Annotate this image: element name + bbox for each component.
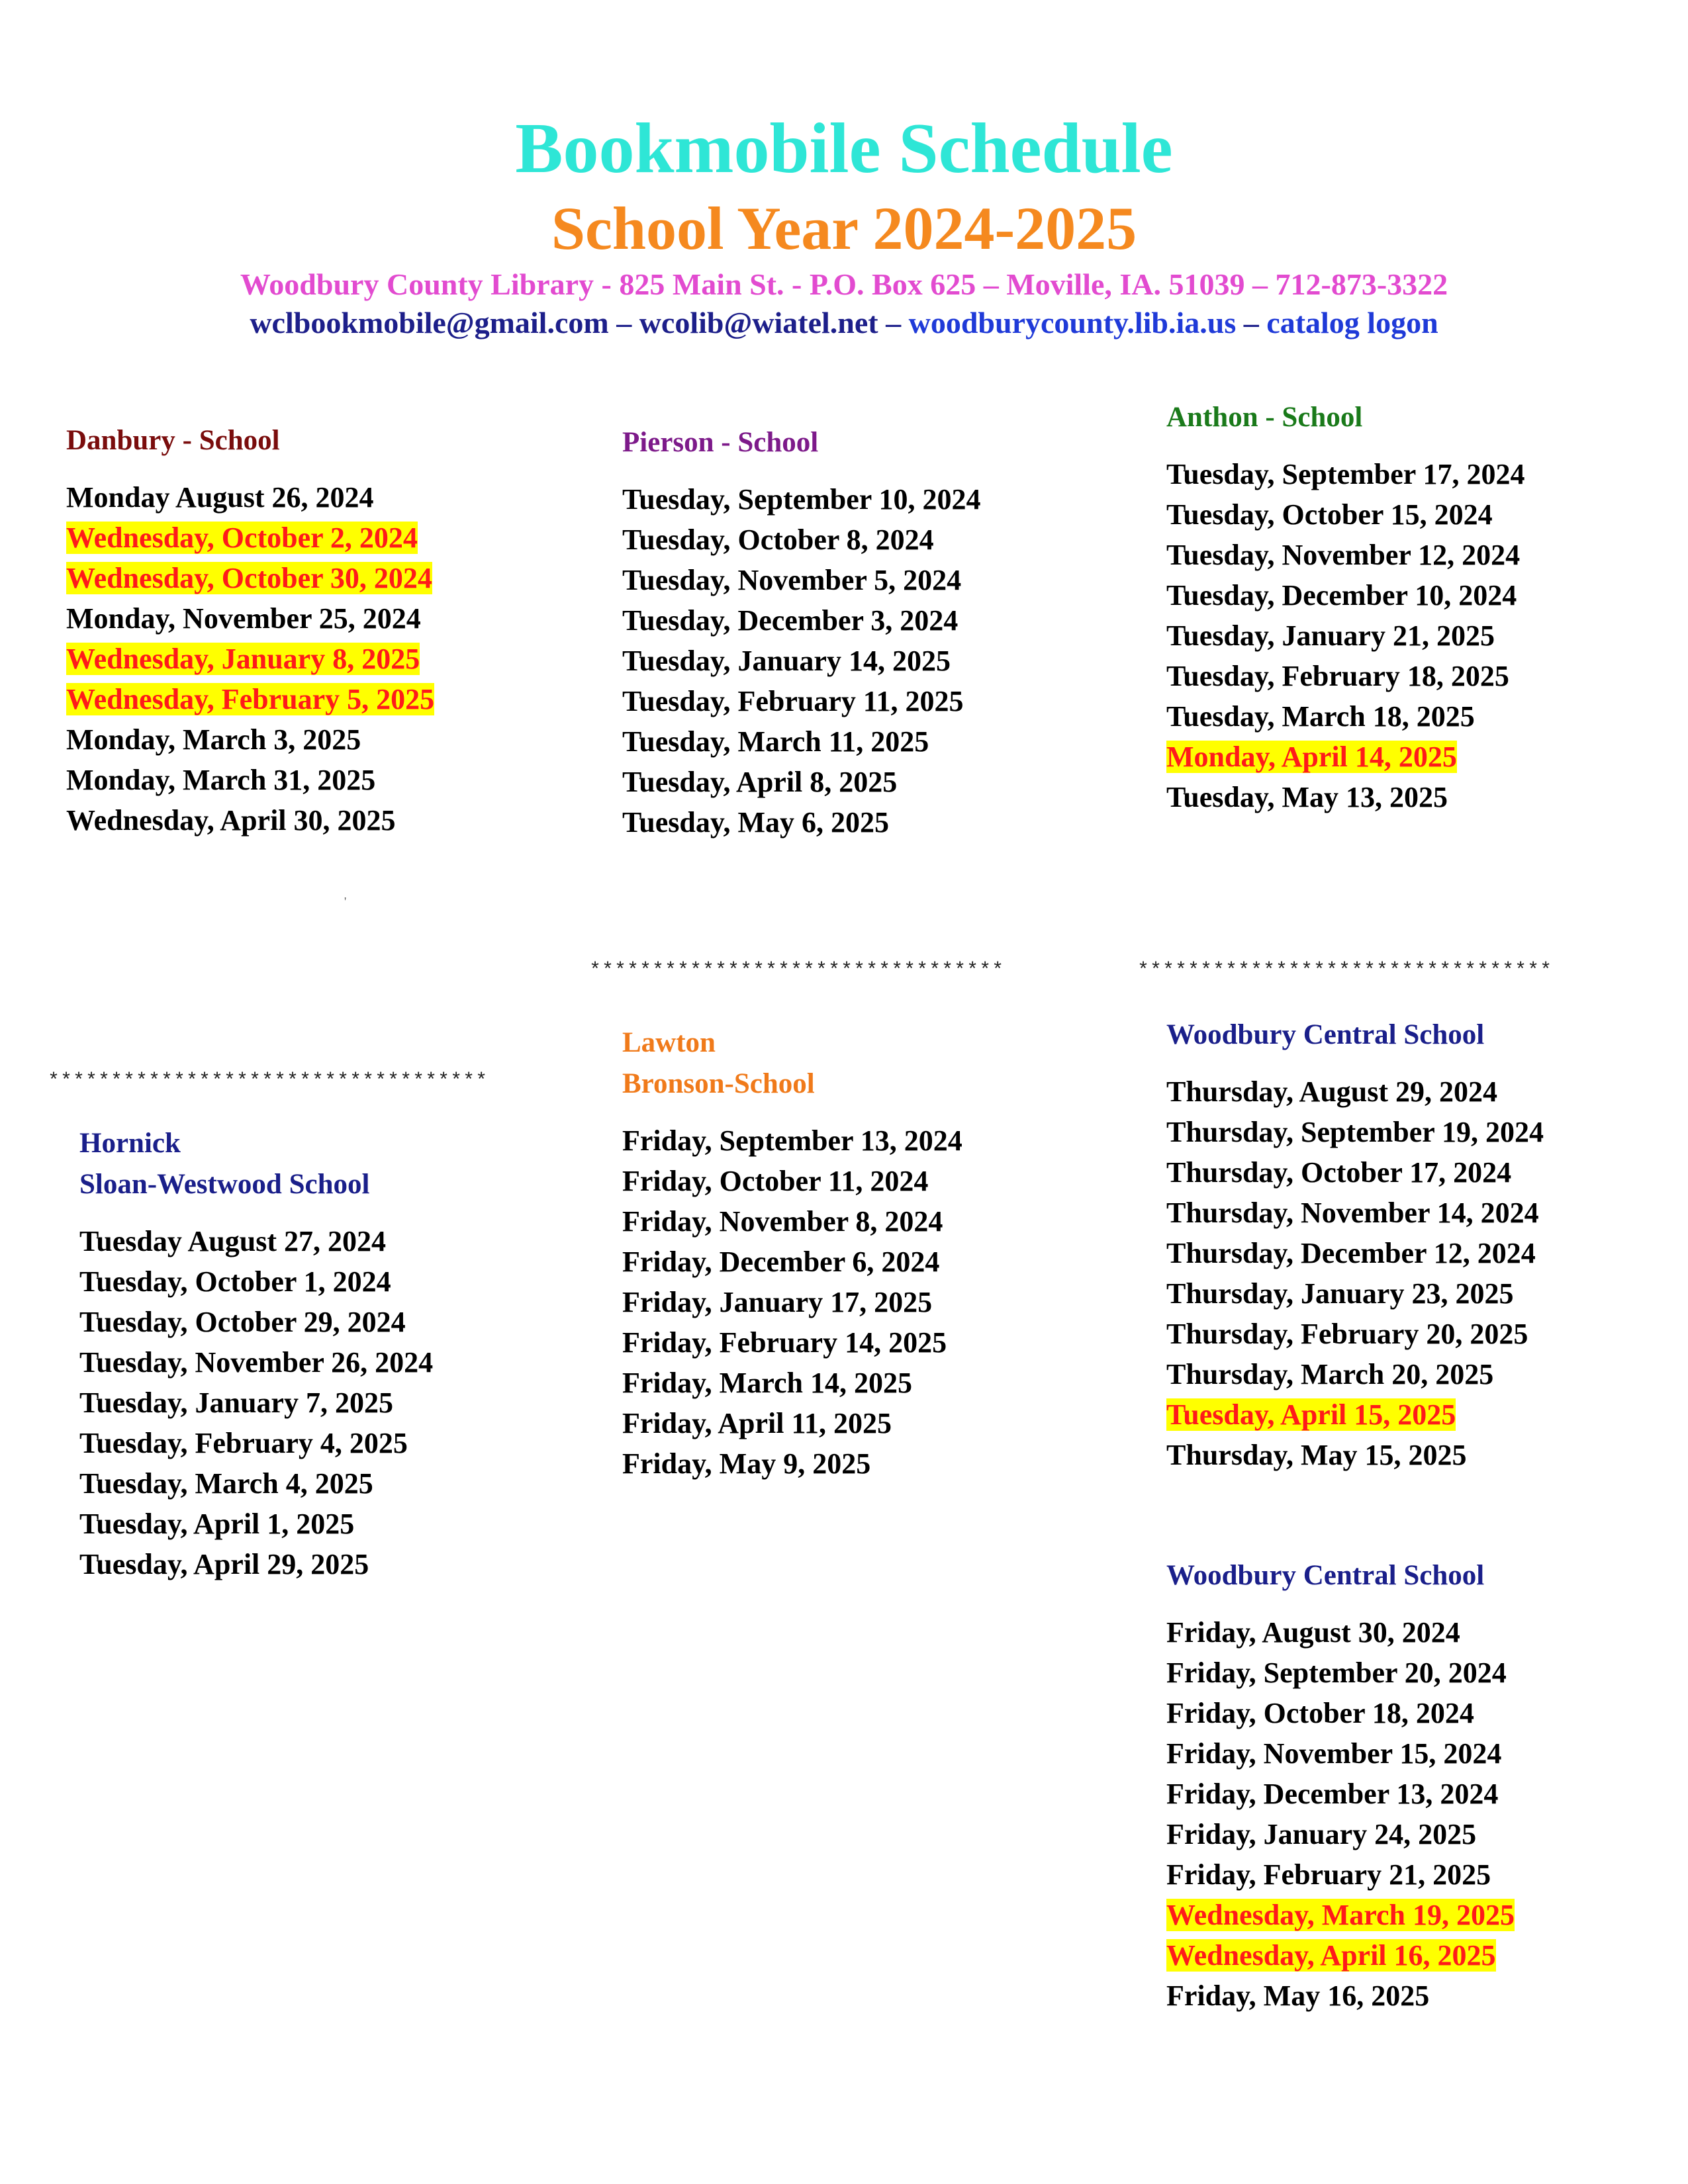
date-list [66, 477, 569, 841]
date-item [1166, 1354, 1669, 1394]
date-text: Wednesday, April 16, 2025 [1166, 1939, 1496, 1972]
school-block-hornick [79, 1123, 583, 1584]
date-item [79, 1463, 583, 1504]
date-item [79, 1383, 583, 1423]
date-text: Friday, September 13, 2024 [622, 1124, 962, 1157]
page-title: Bookmobile Schedule [515, 109, 1173, 188]
date-item [1166, 1152, 1669, 1193]
date-text: Tuesday, March 18, 2025 [1166, 700, 1475, 733]
date-item [622, 560, 1125, 600]
date-item [1166, 1314, 1669, 1354]
date-text: Tuesday, April 15, 2025 [1166, 1398, 1456, 1431]
date-list [1166, 1612, 1669, 2016]
date-item-highlighted [1166, 1935, 1669, 1976]
date-item [66, 719, 569, 760]
school-heading: Hornick [79, 1128, 181, 1159]
date-item [79, 1261, 583, 1302]
date-item [1166, 1071, 1669, 1112]
date-item [622, 762, 1125, 802]
date-text: Friday, May 16, 2025 [1166, 1979, 1430, 2012]
date-item [1166, 535, 1669, 575]
date-text: Thursday, October 17, 2024 [1166, 1156, 1512, 1189]
date-item [79, 1342, 583, 1383]
date-item-highlighted [1166, 737, 1669, 777]
date-item [66, 598, 569, 639]
separator: – [608, 306, 639, 340]
date-item [1166, 1693, 1669, 1733]
page-subtitle: School Year 2024-2025 [551, 195, 1137, 262]
date-item [622, 802, 1125, 842]
school-block-woodbury-friday [1166, 1555, 1669, 2016]
date-text: Friday, September 20, 2024 [1166, 1657, 1507, 1689]
date-text: Thursday, May 15, 2025 [1166, 1439, 1467, 1471]
date-item [1166, 1112, 1669, 1152]
date-text: Friday, August 30, 2024 [1166, 1616, 1460, 1649]
date-item [79, 1504, 583, 1544]
date-text: Tuesday, November 26, 2024 [79, 1346, 434, 1379]
date-text: Thursday, December 12, 2024 [1166, 1237, 1536, 1269]
date-item-highlighted [1166, 1394, 1669, 1435]
date-item [622, 600, 1125, 641]
library-address: Woodbury County Library - 825 Main St. - P.O. Box 625 – Moville, IA. 51039 – 712-873-3322 [240, 267, 1448, 301]
date-text: Friday, May 9, 2025 [622, 1447, 871, 1480]
date-list [622, 1120, 1125, 1484]
date-item [1166, 1733, 1669, 1774]
date-text: Friday, February 21, 2025 [1166, 1858, 1491, 1891]
date-item [622, 1161, 1125, 1201]
website-link[interactable]: woodburycounty.lib.ia.us [908, 306, 1237, 340]
date-text: Tuesday, January 21, 2025 [1166, 619, 1495, 652]
date-item [1166, 696, 1669, 737]
date-text: Wednesday, January 8, 2025 [66, 643, 420, 675]
date-item [622, 1242, 1125, 1282]
date-item [79, 1302, 583, 1342]
date-text: Tuesday, February 18, 2025 [1166, 660, 1509, 692]
date-list [622, 479, 1125, 842]
date-list [79, 1221, 583, 1584]
date-item [1166, 615, 1669, 656]
date-item [1166, 777, 1669, 817]
date-text: Wednesday, April 30, 2025 [66, 804, 396, 837]
date-item [1166, 1854, 1669, 1895]
date-text: Wednesday, October 2, 2024 [66, 522, 418, 554]
date-item [79, 1221, 583, 1261]
date-text: Tuesday, October 8, 2024 [622, 523, 934, 556]
date-text: Tuesday, May 13, 2025 [1166, 781, 1448, 813]
date-text: Tuesday, September 10, 2024 [622, 483, 981, 516]
date-text: Tuesday, May 6, 2025 [622, 806, 890, 839]
date-text: Thursday, November 14, 2024 [1166, 1197, 1539, 1229]
date-text: Monday, April 14, 2025 [1166, 741, 1457, 773]
date-text: Thursday, August 29, 2024 [1166, 1075, 1498, 1108]
date-item [622, 681, 1125, 721]
school-block-pierson [622, 422, 1125, 842]
date-text: Monday August 26, 2024 [66, 481, 374, 514]
date-text: Friday, January 17, 2025 [622, 1286, 933, 1318]
date-text: Monday, November 25, 2024 [66, 602, 421, 635]
date-text: Friday, March 14, 2025 [622, 1367, 912, 1399]
separator: – [1236, 306, 1267, 340]
date-item [1166, 1193, 1669, 1233]
date-text: Monday, March 31, 2025 [66, 764, 376, 796]
date-text: Thursday, February 20, 2025 [1166, 1318, 1528, 1350]
date-item [622, 520, 1125, 560]
email-link[interactable]: wclbookmobile@gmail.com [250, 306, 609, 340]
school-block-anthon [1166, 397, 1669, 817]
date-text: Tuesday, March 11, 2025 [622, 725, 929, 758]
date-text: Friday, December 6, 2024 [622, 1246, 940, 1278]
date-list [1166, 1071, 1669, 1475]
date-text: Monday, March 3, 2025 [66, 723, 361, 756]
school-heading: Bronson-School [622, 1068, 815, 1099]
date-item [1166, 494, 1669, 535]
school-block-danbury [66, 420, 569, 841]
date-text: Friday, November 8, 2024 [622, 1205, 943, 1238]
date-text: Tuesday, April 8, 2025 [622, 766, 898, 798]
date-item [1166, 454, 1669, 494]
date-item [1166, 1612, 1669, 1653]
date-text: Thursday, March 20, 2025 [1166, 1358, 1494, 1390]
date-text: Wednesday, March 19, 2025 [1166, 1899, 1515, 1931]
school-block-lawton [622, 1023, 1125, 1484]
date-text: Tuesday, December 3, 2024 [622, 604, 959, 637]
date-text: Friday, April 11, 2025 [622, 1407, 892, 1439]
school-heading: Danbury - School [66, 425, 280, 456]
date-text: Tuesday, November 5, 2024 [622, 564, 962, 596]
date-text: Tuesday, February 4, 2025 [79, 1427, 408, 1459]
email2-link[interactable]: wcolib@wiatel.net [639, 306, 878, 340]
date-text: Tuesday, January 7, 2025 [79, 1387, 393, 1419]
school-heading: Anthon - School [1166, 402, 1363, 433]
date-text: Thursday, January 23, 2025 [1166, 1277, 1514, 1310]
date-item [1166, 656, 1669, 696]
date-text: Friday, November 15, 2024 [1166, 1737, 1502, 1770]
date-item [1166, 1435, 1669, 1475]
date-text: Tuesday August 27, 2024 [79, 1225, 386, 1257]
date-item [1166, 1273, 1669, 1314]
date-item [622, 721, 1125, 762]
date-item [622, 1322, 1125, 1363]
date-text: Tuesday, November 12, 2024 [1166, 539, 1521, 571]
date-text: Tuesday, January 14, 2025 [622, 645, 951, 677]
date-item-highlighted [66, 639, 569, 679]
date-text: Friday, December 13, 2024 [1166, 1778, 1499, 1810]
date-item [66, 800, 569, 841]
date-item [1166, 575, 1669, 615]
date-text: Tuesday, April 1, 2025 [79, 1508, 355, 1540]
date-text: Friday, October 11, 2024 [622, 1165, 929, 1197]
date-item-highlighted [66, 679, 569, 719]
separator: – [878, 306, 909, 340]
date-text: Tuesday, December 10, 2024 [1166, 579, 1517, 612]
date-text: Wednesday, February 5, 2025 [66, 683, 435, 715]
date-item [622, 479, 1125, 520]
date-item [1166, 1814, 1669, 1854]
date-text: Wednesday, October 30, 2024 [66, 562, 432, 594]
date-item-highlighted [66, 558, 569, 598]
star-separator: ********************************* [589, 960, 1005, 982]
date-item [622, 1120, 1125, 1161]
stray-mark: ' [344, 895, 347, 908]
school-heading: Sloan-Westwood School [79, 1169, 370, 1200]
date-item [622, 641, 1125, 681]
date-item [622, 1363, 1125, 1403]
date-text: Tuesday, October 15, 2024 [1166, 498, 1493, 531]
date-item [1166, 1774, 1669, 1814]
date-list [1166, 454, 1669, 817]
date-text: Tuesday, September 17, 2024 [1166, 458, 1525, 490]
date-item [66, 477, 569, 518]
school-block-woodbury-thursday [1166, 1015, 1669, 1475]
date-item [622, 1403, 1125, 1443]
date-text: Thursday, September 19, 2024 [1166, 1116, 1544, 1148]
school-heading: Pierson - School [622, 427, 819, 458]
date-item [622, 1443, 1125, 1484]
date-item [622, 1201, 1125, 1242]
catalog-logon-link[interactable]: catalog logon [1266, 306, 1438, 340]
star-separator: *********************************** [48, 1070, 489, 1093]
date-text: Tuesday, October 29, 2024 [79, 1306, 406, 1338]
date-text: Tuesday, February 11, 2025 [622, 685, 964, 717]
date-item-highlighted [1166, 1895, 1669, 1935]
school-heading: Lawton [622, 1027, 716, 1058]
date-text: Tuesday, April 29, 2025 [79, 1548, 369, 1580]
date-item [66, 760, 569, 800]
date-text: Friday, January 24, 2025 [1166, 1818, 1477, 1850]
date-text: Friday, February 14, 2025 [622, 1326, 947, 1359]
date-item [1166, 1976, 1669, 2016]
date-text: Friday, October 18, 2024 [1166, 1697, 1474, 1729]
star-separator: ********************************* [1137, 960, 1553, 982]
school-heading: Woodbury Central School [1166, 1560, 1485, 1591]
date-item-highlighted [66, 518, 569, 558]
date-item [79, 1544, 583, 1584]
date-item [1166, 1233, 1669, 1273]
date-item [79, 1423, 583, 1463]
date-text: Tuesday, March 4, 2025 [79, 1467, 373, 1500]
date-text: Tuesday, October 1, 2024 [79, 1265, 391, 1298]
contact-line [0, 304, 1688, 341]
school-heading: Woodbury Central School [1166, 1019, 1485, 1050]
date-item [1166, 1653, 1669, 1693]
date-item [622, 1282, 1125, 1322]
